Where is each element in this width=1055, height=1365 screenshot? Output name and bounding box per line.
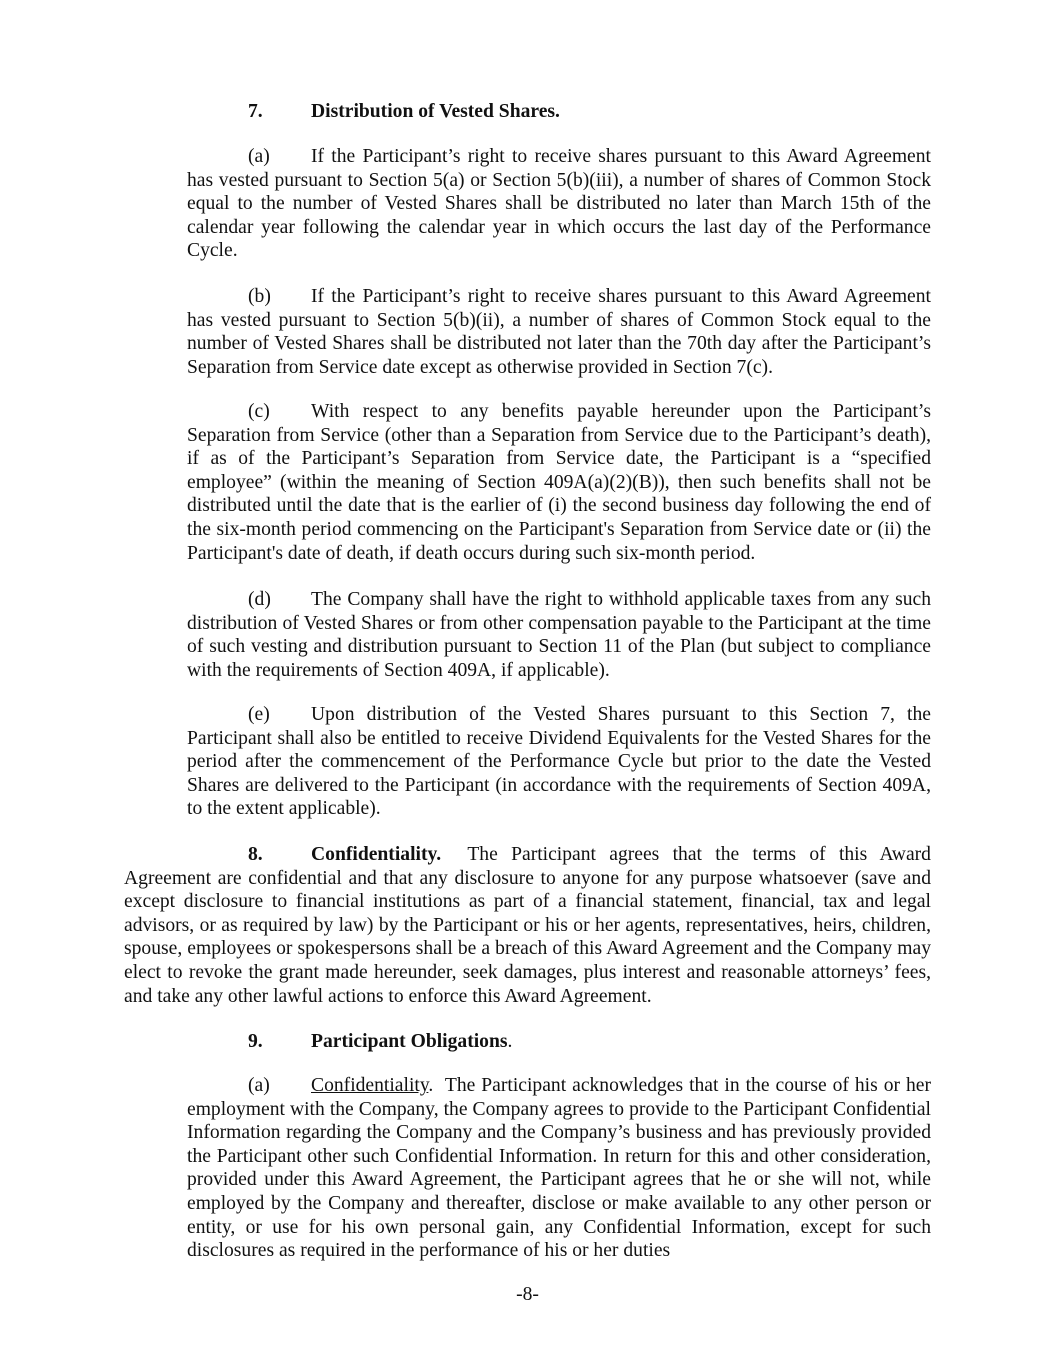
paragraph-label: (e) [248, 704, 270, 725]
section-number: 7. [248, 101, 263, 122]
section-title: Participant Obligations [311, 1031, 508, 1052]
paragraph-text: The Participant agrees that the terms of this Award Agreement are confidential and that any disclosure to anyone for any purpose whatsoever (save and except disclosure to financial institutions as part of a financial statement, financial, tax and legal advisors, or as required by law) by the Participant or his or her agents, representatives, heirs, children, spouse, employees or spokespersons shall be a breach of this Award Agreement and the Company may elect to revoke the grant made hereunder, seek damages, plus interest and reasonable attorneys’ fees, and take any other lawful actions to enforce this Award Agreement. [124, 844, 931, 1007]
section-7b-paragraph [187, 285, 931, 379]
paragraph-text: Upon distribution of the Vested Shares pursuant to this Section 7, the Participant shall also be entitled to receive Dividend Equivalents for the Vested Shares for the period after the commencement of the Performance Cycle but prior to the date the Vested Shares are delivered to the Participant (in accordance with the requirements of Section 409A, to the extent applicable). [187, 704, 931, 820]
section-7d-paragraph [187, 588, 931, 682]
paragraph-label: (a) [248, 146, 270, 167]
section-8-paragraph [124, 843, 931, 1008]
paragraph-label: (b) [248, 286, 271, 307]
paragraph-text: The Company shall have the right to withhold applicable taxes from any such distribution of Vested Shares or from other compensation payable to the Participant at the time of such vesting and distribution pursuant to Section 11 of the Plan (but subject to compliance with the requirements of Section 409A, if applicable). [187, 589, 931, 681]
section-9-heading [248, 1030, 512, 1054]
paragraph-text: If the Participant’s right to receive shares pursuant to this Award Agreement has vested pursuant to Section 5(a) or Section 5(b)(iii), a number of shares of Common Stock equal to the number of Vested Shares shall be distributed no later than March 15th of the calendar year following the calendar year in which occurs the last day of the Performance Cycle. [187, 146, 931, 262]
section-number: 8. [248, 844, 263, 865]
paragraph-text: If the Participant’s right to receive shares pursuant to this Award Agreement has vested pursuant to Section 5(b)(ii), a number of shares of Common Stock equal to the number of Vested Shares shall be distributed not later than the 70th day after the Participant’s Separation from Service date except as otherwise provided in Section 7(c). [187, 286, 931, 378]
section-9a-paragraph [187, 1074, 931, 1263]
section-title: Confidentiality. [311, 844, 442, 865]
subsection-heading-suffix: . [428, 1075, 434, 1096]
paragraph-label: (c) [248, 401, 270, 422]
page-number: -8- [516, 1284, 539, 1305]
section-7c-paragraph [187, 400, 931, 565]
paragraph-label: (a) [248, 1075, 270, 1096]
paragraph-text: The Participant acknowledges that in the course of his or her employment with the Company, the Company agrees to provide to the Participant Confidential Information regarding the Company and the Company’s business and has previously provided the Participant other such Confidential Information. In return for this and other consideration, provided under this Award Agreement, the Participant agrees that he or she will not, while employed by the Company and thereafter, disclose or make available to any other person or entity, or use for his own personal gain, any Confidential Information, except for such disclosures as required in the performance of his or her duties [187, 1075, 931, 1262]
paragraph-text: With respect to any benefits payable hereunder upon the Participant’s Separation from Service (other than a Separation from Service due to the Participant’s death), if as of the Participant’s Separation from Service date, the Participant is a “specified employee” (within the meaning of Section 409A(a)(2)(B)), then such benefits shall not be distributed until the date that is the earlier of (i) the second business day following the end of the six-month period commencing on the Participant's Separation from Service date or (ii) the Participant's date of death, if death occurs during such six-month period. [187, 401, 931, 564]
section-7-heading [248, 100, 560, 124]
section-title-suffix: . [507, 1031, 513, 1052]
section-7e-paragraph [187, 703, 931, 821]
section-7a-paragraph [187, 145, 931, 263]
section-number: 9. [248, 1031, 263, 1052]
section-title: Distribution of Vested Shares. [311, 101, 560, 122]
paragraph-label: (d) [248, 589, 271, 610]
subsection-heading: Confidentiality [311, 1075, 429, 1096]
